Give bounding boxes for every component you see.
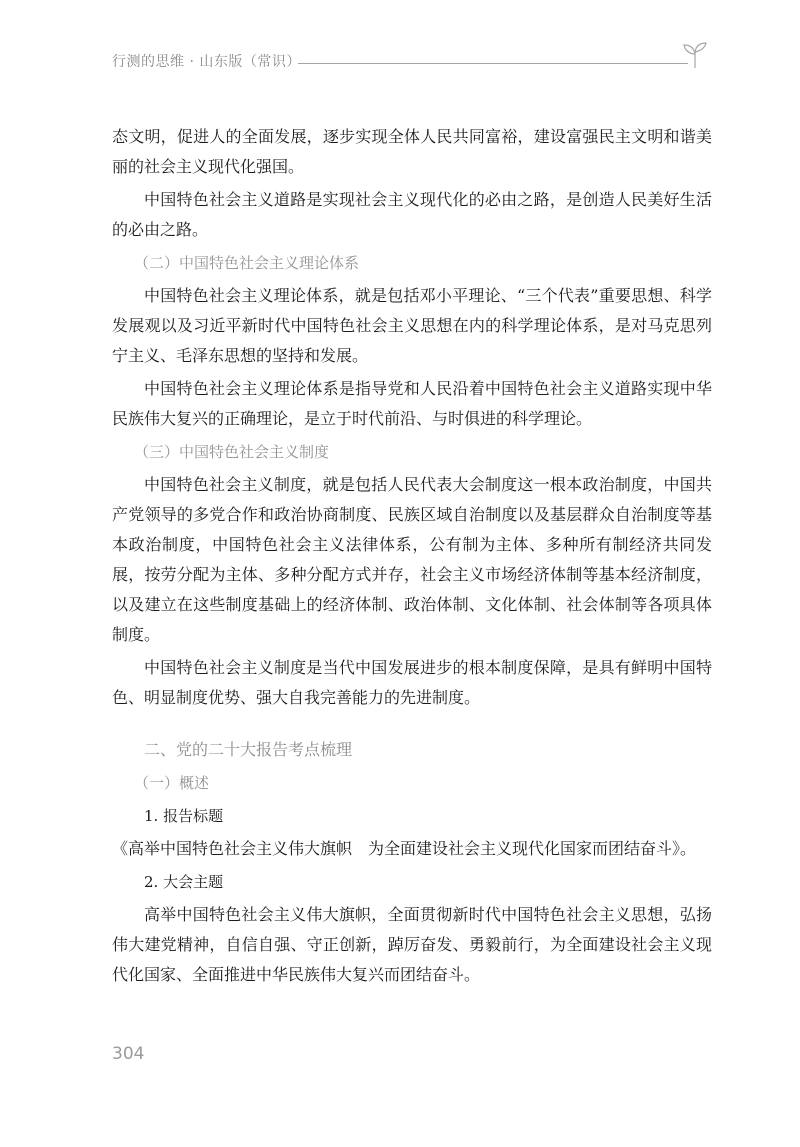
- paragraph-congress-theme: 高举中国特色社会主义伟大旗帜，全面贯彻新时代中国特色社会主义思想，弘扬伟大建党精神，自信自强、守正创新，踔厉奋发、勇毅前行，为全面建设社会主义现代化国家、全面推进中华民族伟大复兴而团结奋斗。: [112, 905, 712, 984]
- heading-theory-system: （二）中国特色社会主义理论体系: [134, 254, 360, 272]
- heading-socialist-system: （三）中国特色社会主义制度: [134, 443, 330, 461]
- paragraph-socialist-road: 中国特色社会主义道路是实现社会主义现代化的必由之路，是创造人民美好生活的必由之路。: [112, 190, 712, 239]
- section-heading-20th-congress: 二、党的二十大报告考点梳理: [144, 740, 353, 759]
- item-congress-theme-label: 2. 大会主题: [144, 873, 224, 891]
- page-body: [112, 122, 712, 993]
- paragraph-theory-definition: 中国特色社会主义理论体系，就是包括邓小平理论、“三个代表”重要思想、科学发展观以及习近平新时代中国特色社会主义思想在内的科学理论体系，是对马克思列宁主义、毛泽东思想的坚持和发展。: [112, 286, 712, 365]
- paragraph-system-role: 中国特色社会主义制度是当代中国发展进步的根本制度保障，是具有鲜明中国特色、明显制度优势、强大自我完善能力的先进制度。: [112, 658, 712, 707]
- sprout-icon: [680, 40, 710, 70]
- report-title: 《高举中国特色社会主义伟大旗帜 为全面建设社会主义现代化国家而团结奋斗》。: [112, 839, 697, 858]
- paragraph-theory-role: 中国特色社会主义理论体系是指导党和人民沿着中国特色社会主义道路实现中华民族伟大复兴的正确理论，是立于时代前沿、与时俱进的科学理论。: [112, 379, 712, 428]
- page-number: 304: [112, 1044, 145, 1064]
- item-report-title-label: 1. 报告标题: [144, 807, 224, 825]
- paragraph-system-definition: 中国特色社会主义制度，就是包括人民代表大会制度这一根本政治制度，中国共产党领导的多党合作和政治协商制度、民族区域自治制度以及基层群众自治制度等基本政治制度，中国特色社会主义法律体系，公有制为主体、多种所有制经济共同发展，按劳分配为主体、多种分配方式并存，社会主义市场经济体制等基本经济制度，以及建立在这些制度基础上的经济体制、政治体制、文化体制、社会体制等各项具体制度。: [112, 475, 712, 644]
- subheading-overview: （一）概述: [134, 774, 210, 792]
- running-title: 行测的思维 · 山东版（常识）: [112, 54, 301, 70]
- header-rule: [298, 63, 688, 64]
- running-header: [112, 40, 712, 80]
- paragraph-continued: 态文明，促进人的全面发展，逐步实现全体人民共同富裕，建设富强民主文明和谐美丽的社会主义现代化强国。: [112, 127, 712, 176]
